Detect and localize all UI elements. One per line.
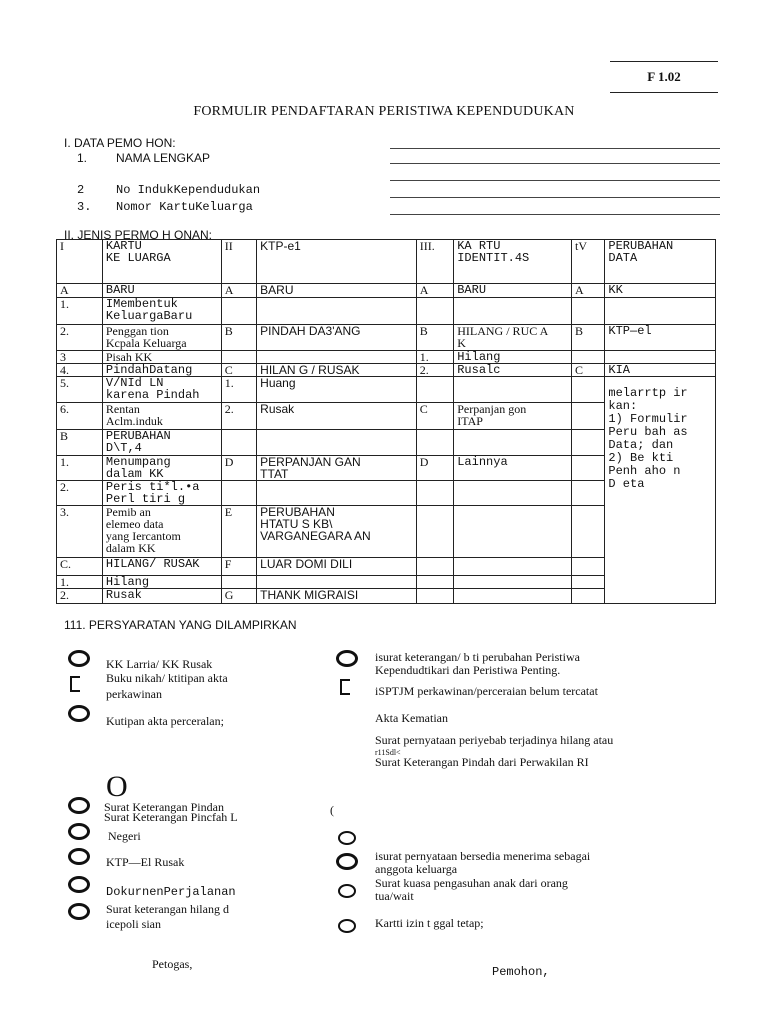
table-cell: IMembentuk KeluargaBaru <box>102 298 221 325</box>
table-cell: 2. <box>57 481 103 506</box>
table-cell: melarrtp ir kan: 1) Formulir Peru bah as Data; dan 2) Be kti Penh aho n D eta <box>605 377 716 604</box>
checkbox-surat-pindah-ln[interactable] <box>68 823 90 840</box>
item-num: 1. <box>77 151 88 165</box>
table-cell: Rentan Aclm.induk <box>102 403 221 430</box>
checkbox-surat-perubahan[interactable] <box>336 650 358 667</box>
table-cell: Pisah KK <box>102 351 221 364</box>
table-cell <box>221 576 256 589</box>
table-cell: 1. <box>57 298 103 325</box>
req-surat-pindah: Surat Keterangan Pindan <box>104 800 224 814</box>
signature-applicant: Pemohon, <box>492 965 550 979</box>
req-kependudukan: Kependudtikari dan Peristiwa Penting. <box>375 663 561 677</box>
table-cell: Huang <box>257 377 417 403</box>
req-kepolisian: icepoli sian <box>106 917 161 931</box>
table-cell <box>416 298 454 325</box>
section3-heading: 111. PERSYARATAN YANG DILAMPIRKAN <box>64 618 297 632</box>
table-cell: Lainnya <box>454 456 572 481</box>
req-tua-wali: tua/wait <box>375 889 414 903</box>
req-pindah-perwakilan: Surat Keterangan Pindah dari Perwakilan RI <box>375 755 589 769</box>
section2-heading: II. JENIS PERMO H ONAN: <box>64 228 213 242</box>
table-cell <box>454 576 572 589</box>
req-rusak-fragment: r11Sdl< <box>375 748 401 757</box>
table-header-cell: tV <box>572 240 605 284</box>
table-cell <box>416 377 454 403</box>
table-cell: 3 <box>57 351 103 364</box>
table-cell: C <box>221 364 256 377</box>
table-header-cell: PERUBAHAN DATA <box>605 240 716 284</box>
table-cell: Penggan tion Kcpala Keluarga <box>102 325 221 351</box>
table-cell <box>454 377 572 403</box>
table-cell: KIA <box>605 364 716 377</box>
checkbox-kk-rusak[interactable] <box>68 650 90 667</box>
table-cell <box>454 298 572 325</box>
req-surat-pindah-ln: Surat Keterangan Pincfah L <box>104 810 238 824</box>
table-cell <box>454 481 572 506</box>
item-num: 2 <box>77 183 85 197</box>
table-cell: V/NId LN karena Pindah <box>102 377 221 403</box>
table-cell: 2. <box>57 589 103 604</box>
table-cell: BARU <box>454 284 572 298</box>
table-cell: E <box>221 506 256 558</box>
table-cell <box>454 430 572 456</box>
table-cell: LUAR DOMI DILI <box>257 558 417 576</box>
table-cell: 6. <box>57 403 103 430</box>
item-num: 3. <box>77 200 92 214</box>
req-kartu-izin: Kartti izin t ggal tetap; <box>375 916 484 930</box>
req-surat-penyebab: Surat pernyataan periyebab terjadinya hilang atau <box>375 733 614 747</box>
req-akta-kematian: Akta Kematian <box>375 711 448 725</box>
table-cell: D <box>221 456 256 481</box>
table-cell: 2. <box>57 325 103 351</box>
nama-lengkap-label: NAMA LENGKAP <box>116 151 211 165</box>
table-cell <box>454 589 572 604</box>
table-cell <box>416 589 454 604</box>
req-sptjm: iSPTJM perkawinan/perceraian belum tercatat <box>375 684 598 698</box>
table-cell: F <box>221 558 256 576</box>
nomor-kk-field-line2[interactable] <box>390 214 720 215</box>
table-cell <box>572 430 605 456</box>
table-cell <box>605 298 716 325</box>
table-cell <box>572 298 605 325</box>
table-cell: 1. <box>57 576 103 589</box>
table-cell: HILAN G / RUSAK <box>257 364 417 377</box>
table-cell <box>572 589 605 604</box>
table-cell <box>416 576 454 589</box>
table-cell: 2. <box>221 403 256 430</box>
table-cell: BARU <box>102 284 221 298</box>
table-header-cell: KTP-e1 <box>257 240 417 284</box>
table-cell: C <box>572 364 605 377</box>
table-cell: B <box>416 325 454 351</box>
table-cell: 1. <box>416 351 454 364</box>
signature-officer: Petogas, <box>152 957 193 971</box>
table-cell <box>454 506 572 558</box>
table-cell: Menumpang dalam KK <box>102 456 221 481</box>
table-cell: PERPANJAN GAN TTAT <box>257 456 417 481</box>
nomor-kk-field[interactable] <box>390 197 720 198</box>
table-cell: HILANG / RUC A K <box>454 325 572 351</box>
table-cell: D <box>416 456 454 481</box>
table-row <box>57 351 716 364</box>
table-header-cell: III. <box>416 240 454 284</box>
table-cell: 2. <box>416 364 454 377</box>
table-cell <box>416 506 454 558</box>
table-cell: 1. <box>221 377 256 403</box>
table-cell: 4. <box>57 364 103 377</box>
table-cell: Perpanjan gon ITAP <box>454 403 572 430</box>
table-cell <box>257 481 417 506</box>
table-header-cell: II <box>221 240 256 284</box>
table-cell: C <box>416 403 454 430</box>
table-cell: 5. <box>57 377 103 403</box>
section1-heading: I. DATA PEMO HON: <box>64 136 176 150</box>
table-cell <box>572 576 605 589</box>
table-cell <box>221 298 256 325</box>
table-cell: Rusak <box>102 589 221 604</box>
nomor-kk-label: Nomor KartuKeluarga <box>116 200 253 214</box>
table-row <box>57 377 716 403</box>
table-cell: Pemib an elemeo data yang Iercantom dalam KK <box>102 506 221 558</box>
table-cell: HILANG/ RUSAK <box>102 558 221 576</box>
table-cell: A <box>572 284 605 298</box>
table-cell: 1. <box>57 456 103 481</box>
table-cell <box>416 481 454 506</box>
table-row <box>57 364 716 377</box>
nik-field[interactable] <box>390 180 720 181</box>
table-cell <box>572 351 605 364</box>
table-header-cell: KARTU KE LUARGA <box>102 240 221 284</box>
table-cell: C. <box>57 558 103 576</box>
checkbox-surat-kuasa[interactable] <box>338 884 356 898</box>
table-row <box>57 284 716 298</box>
table-cell: THANK MIGRAISI <box>257 589 417 604</box>
table-cell: KTP—el <box>605 325 716 351</box>
checkbox-akta-perceraian[interactable] <box>68 705 90 722</box>
req-surat-perubahan: isurat keterangan/ b ti perubahan Peristiwa <box>375 650 580 664</box>
table-cell: G <box>221 589 256 604</box>
table-cell <box>605 351 716 364</box>
table-cell <box>572 481 605 506</box>
table-header-row <box>57 240 716 284</box>
table-cell: Rusak <box>257 403 417 430</box>
table-cell <box>257 576 417 589</box>
table-cell: PindahDatang <box>102 364 221 377</box>
table-cell <box>572 506 605 558</box>
checkbox-dokumen-perjalanan[interactable] <box>68 876 90 893</box>
table-cell: PERUBAHAN D\T,4 <box>102 430 221 456</box>
table-row <box>57 298 716 325</box>
table-cell <box>257 430 417 456</box>
checkbox-sptjm[interactable] <box>340 679 350 695</box>
table-cell <box>257 351 417 364</box>
table-cell <box>416 430 454 456</box>
checkbox-ktp-rusak[interactable] <box>68 848 90 865</box>
checkbox-buku-nikah[interactable] <box>70 676 80 692</box>
checkbox-surat-pernyataan[interactable] <box>336 853 358 870</box>
table-cell: A <box>221 284 256 298</box>
table-cell <box>221 351 256 364</box>
form-code: F 1.02 <box>610 61 718 93</box>
checkbox-surat-pindah[interactable] <box>68 797 90 814</box>
table-cell: 3. <box>57 506 103 558</box>
table-cell: A <box>57 284 103 298</box>
req-perkawinan: perkawinan <box>106 687 162 701</box>
req-ktp-rusak: KTP—El Rusak <box>106 855 185 869</box>
table-cell: B <box>572 325 605 351</box>
jenis-permohonan-table <box>56 239 716 604</box>
nama-lengkap-field[interactable] <box>390 148 720 149</box>
table-cell: Hilang <box>454 351 572 364</box>
req-dokumen-perjalanan: DokurnenPerjalanan <box>106 885 236 899</box>
table-cell <box>572 377 605 403</box>
checkbox-blank[interactable] <box>338 831 356 845</box>
req-surat-hilang: Surat keterangan hilang d <box>106 902 229 916</box>
stray-paren: ( <box>330 803 334 817</box>
form-title: FORMULIR PENDAFTARAN PERISTIWA KEPENDUDUKAN <box>193 104 575 119</box>
table-row <box>57 325 716 351</box>
table-cell <box>572 456 605 481</box>
table-cell: Rusalc <box>454 364 572 377</box>
table-cell: BARU <box>257 284 417 298</box>
table-cell <box>416 558 454 576</box>
req-anggota-keluarga: anggota keluarga <box>375 862 458 876</box>
checkbox-kartu-izin[interactable] <box>338 919 356 933</box>
table-cell: A <box>416 284 454 298</box>
table-cell <box>221 430 256 456</box>
table-cell <box>221 481 256 506</box>
table-cell <box>572 403 605 430</box>
table-cell <box>454 558 572 576</box>
table-cell <box>257 298 417 325</box>
table-cell: PERUBAHAN HTATU S KB\ VARGANEGARA AN <box>257 506 417 558</box>
table-header-cell: I <box>57 240 103 284</box>
table-cell: Peris ti*l.•a Perl tiri g <box>102 481 221 506</box>
nik-label: No IndukKependudukan <box>116 183 261 197</box>
req-pernyataan-bersedia: isurat pernyataan bersedia menerima sebagai <box>375 849 591 863</box>
table-cell: KK <box>605 284 716 298</box>
req-akta-perceraian: Kutipan akta perceralan; <box>106 714 224 728</box>
large-circle-mark: O <box>106 770 128 803</box>
table-cell: B <box>221 325 256 351</box>
nama-lengkap-field-line2[interactable] <box>390 163 720 164</box>
req-negeri: Negeri <box>108 829 141 843</box>
checkbox-surat-hilang[interactable] <box>68 903 90 920</box>
table-cell <box>572 558 605 576</box>
req-surat-kuasa: Surat kuasa pengasuhan anak dari orang <box>375 876 568 890</box>
table-cell: B <box>57 430 103 456</box>
table-cell: Hilang <box>102 576 221 589</box>
table-cell: PINDAH DA3'ANG <box>257 325 417 351</box>
req-kk-rusak: KK Larria/ KK Rusak <box>106 657 213 671</box>
table-header-cell: KA RTU IDENTIT.4S <box>454 240 572 284</box>
req-buku-nikah: Buku nikah/ ktitipan akta <box>106 671 228 685</box>
